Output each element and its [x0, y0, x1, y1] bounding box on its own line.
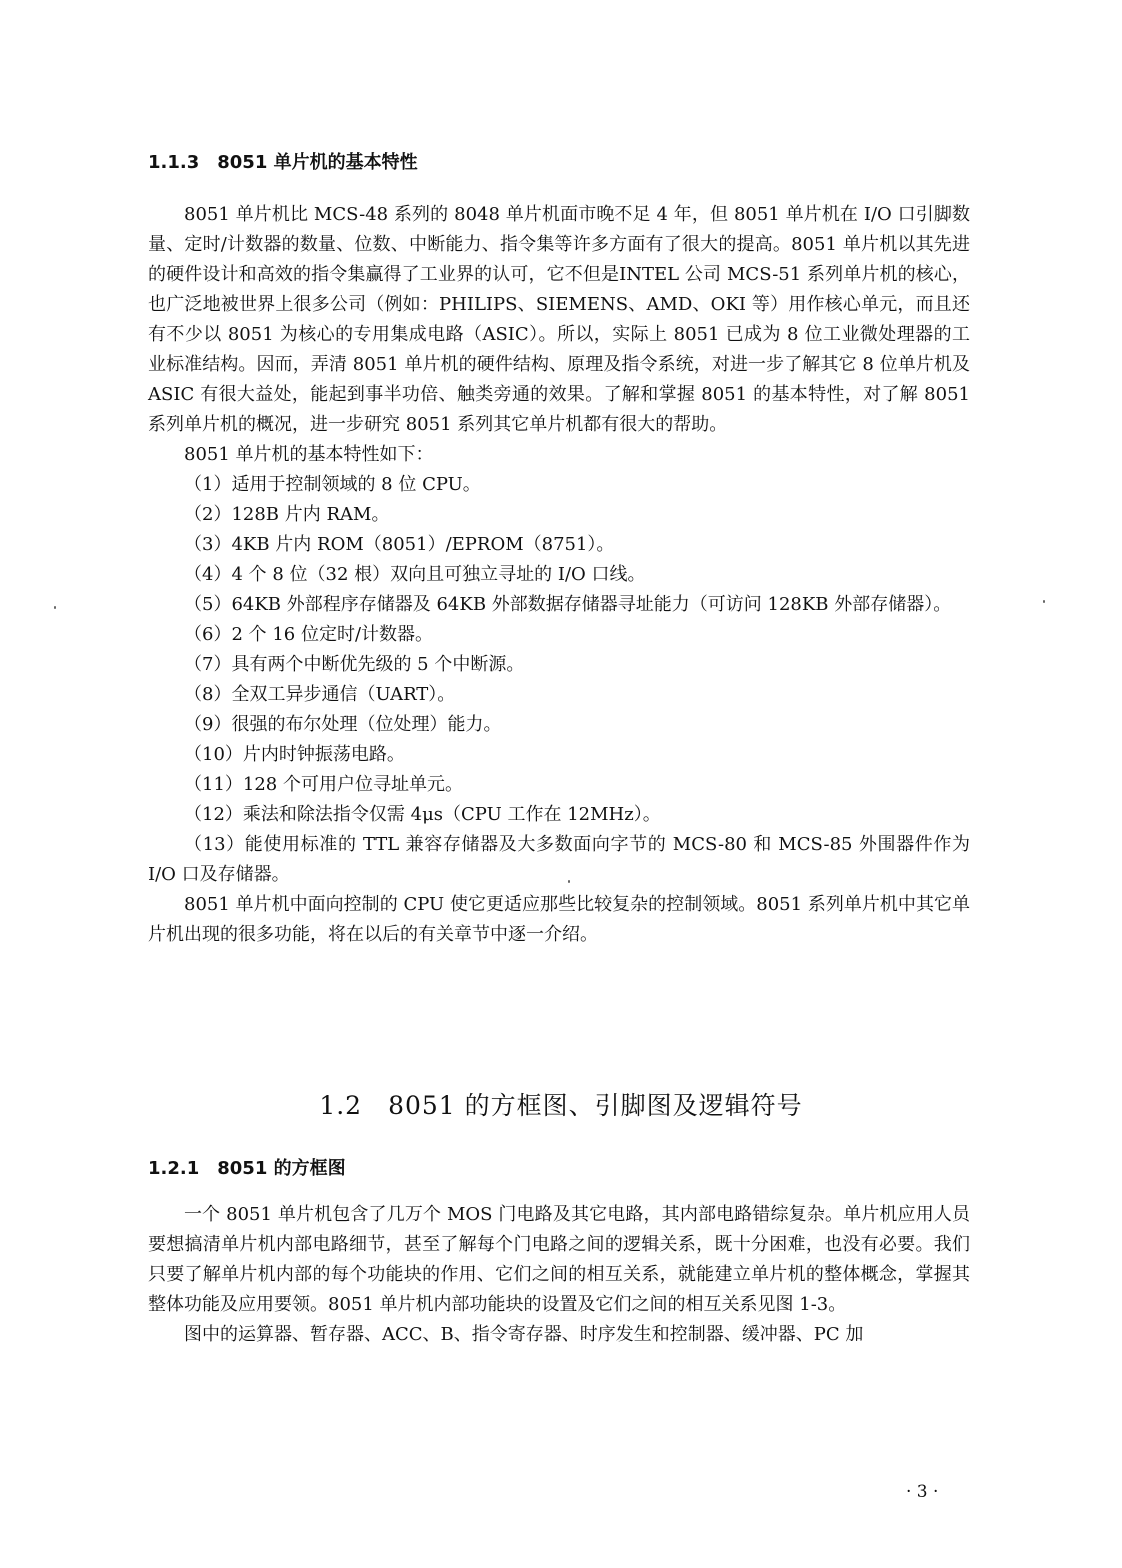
- section-heading-1-2-1: 1.2.1 8051 的方框图: [148, 1158, 346, 1179]
- intro-paragraph: 8051 单片机比 MCS-48 系列的 8048 单片机面市晚不足 4 年，但 8051 单片机在 I/O 口引脚数量、定时/计数器的数量、位数、中断能力、指令集等许多方面有了很大的提高。8051 单片机以其先进的硬件设计和高效的指令集赢得了工业界的认可，它不但是INTEL 公司 MCS-51 系列单片机的核心，也广泛地被世界上很多公司（例如：PHILIPS、SIEMENS、AMD、OKI 等）用作核心单元，而且还有不少以 8051 为核心的专用集成电路（ASIC）。所以，实际上 8051 已成为 8 位工业微处理器的工业标准结构。因而，弄清 8051 单片机的硬件结构、原理及指令系统，对进一步了解其它 8 位单片机及 ASIC 有很大益处，能起到事半功倍、触类旁通的效果。了解和掌握 8051 的基本特性，对了解 8051 系列单片机的概况，进一步研究 8051 系列其它单片机都有很大的帮助。: [148, 204, 970, 435]
- list-item: （10）片内时钟振荡电路。: [184, 744, 405, 765]
- list-item: （7）具有两个中断优先级的 5 个中断源。: [184, 654, 525, 675]
- list-item: （2）128B 片内 RAM。: [184, 504, 390, 525]
- scan-speck: [54, 606, 56, 609]
- list-item: （5）64KB 外部程序存储器及 64KB 外部数据存储器寻址能力（可访问 128KB 外部存储器）。: [184, 594, 952, 615]
- list-item: （4）4 个 8 位（32 根）双向且可独立寻址的 I/O 口线。: [184, 564, 646, 585]
- block-diagram-paragraph-continued: 图中的运算器、暂存器、ACC、B、指令寄存器、时序发生和控制器、缓冲器、PC 加: [184, 1324, 864, 1345]
- section-heading-1-2: 1.2 8051 的方框图、引脚图及逻辑符号: [319, 1091, 803, 1120]
- list-item: （1）适用于控制领域的 8 位 CPU。: [184, 474, 481, 495]
- feature-list-intro: 8051 单片机的基本特性如下：: [184, 444, 434, 465]
- scan-speck: [568, 880, 570, 883]
- list-item: （8）全双工异步通信（UART）。: [184, 684, 456, 705]
- page-number: · 3 ·: [906, 1482, 939, 1502]
- block-diagram-paragraph: 一个 8051 单片机包含了几万个 MOS 门电路及其它电路，其内部电路错综复杂。单片机应用人员要想搞清单片机内部电路细节，甚至了解每个门电路之间的逻辑关系，既十分困难，也没有必要。我们只要了解单片机内部的每个功能块的作用、它们之间的相互关系，就能建立单片机的整体概念，掌握其整体功能及应用要领。8051 单片机内部功能块的设置及它们之间的相互关系见图 1-3。: [148, 1204, 970, 1315]
- list-item: （13）能使用标准的 TTL 兼容存储器及大多数面向字节的 MCS-80 和 MCS-85 外围器件作为 I/O 口及存储器。: [148, 834, 970, 885]
- list-item: （11）128 个可用户位寻址单元。: [184, 774, 463, 795]
- section-1-1-3-body: [148, 200, 970, 950]
- feature-list: [148, 470, 970, 890]
- closing-paragraph: 8051 单片机中面向控制的 CPU 使它更适应那些比较复杂的控制领域。8051 系列单片机中其它单片机出现的很多功能，将在以后的有关章节中逐一介绍。: [148, 894, 970, 945]
- section-heading-1-1-3: 1.1.3 8051 单片机的基本特性: [148, 152, 418, 173]
- list-item: （12）乘法和除法指令仅需 4μs（CPU 工作在 12MHz）。: [184, 804, 661, 825]
- section-1-2-1-body: [148, 1200, 970, 1350]
- list-item: （3）4KB 片内 ROM（8051）/EPROM（8751）。: [184, 534, 615, 555]
- scan-speck: [1043, 600, 1045, 603]
- list-item: （6）2 个 16 位定时/计数器。: [184, 624, 434, 645]
- list-item: （9）很强的布尔处理（位处理）能力。: [184, 714, 502, 735]
